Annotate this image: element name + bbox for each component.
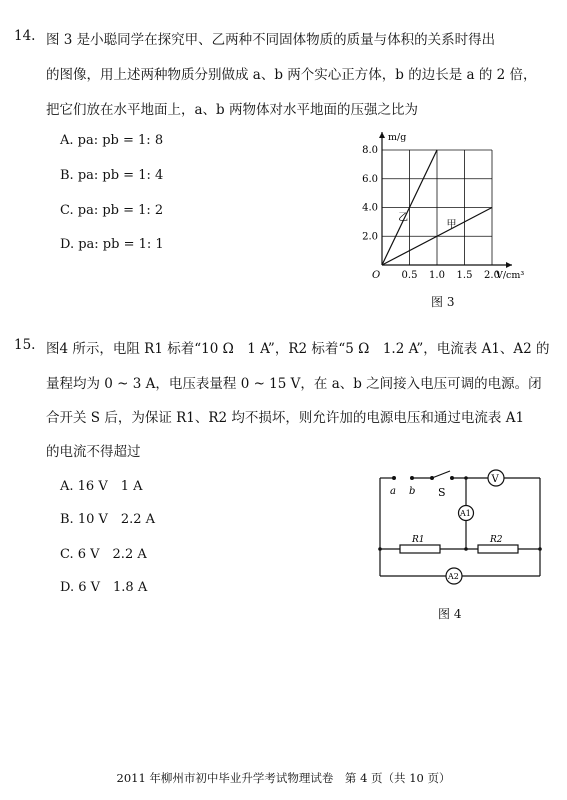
y-tick-label-1: 4.0 [362, 202, 378, 214]
terminal-b-label: b [409, 486, 416, 497]
q14-option-a[interactable]: A. pa: pb = 1: 8 [60, 133, 164, 148]
figure-3-caption: 图 3 [431, 295, 455, 309]
q15-option-b[interactable]: B. 10 V 2.2 A [60, 512, 156, 527]
series-label-0: 乙 [398, 212, 409, 224]
circuit-diagram [370, 462, 550, 587]
resistor-r1-label: R1 [412, 535, 425, 545]
figure-4-caption: 图 4 [438, 607, 462, 621]
question-15-line-2: 量程均为 0 ~ 3 A，电压表量程 0 ~ 15 V，在 a、b 之间接入电压可调的电源。闭 [46, 376, 542, 392]
question-14-line-1: 图 3 是小聪同学在探究甲、乙两种不同固体物质的质量与体积的关系时得出 [46, 32, 496, 48]
x-tick-label-0: 0.5 [401, 270, 418, 281]
resistor-r2-label: R2 [490, 535, 503, 545]
question-15-line-3: 合开关 S 后，为保证 R1、R2 均不损坏，则允许加的电源电压和通过电流表 A1 [46, 410, 525, 426]
ammeter-a2-label: A2 [448, 572, 459, 581]
y-tick-label-2: 6.0 [362, 173, 378, 185]
origin-label: O [372, 270, 381, 281]
question-14-line-3: 把它们放在水平地面上，a、b 两物体对水平地面的压强之比为 [46, 102, 418, 118]
series-label-1: 甲 [446, 219, 457, 231]
x-tick-label-3: 2.0 [484, 270, 500, 281]
x-tick-label-2: 1.5 [456, 270, 473, 281]
question-15-line-1: 图4 所示，电阻 R1 标着“10 Ω 1 A”，R2 标着“5 Ω 1.2 A”，电流表 A1、A2 的 [46, 341, 550, 357]
question-15-number: 15. [14, 337, 36, 353]
page-footer: 2011 年柳州市初中毕业升学考试物理试卷 第 4 页（共 10 页） [116, 771, 451, 785]
switch-label: S [438, 486, 446, 499]
q15-option-c[interactable]: C. 6 V 2.2 A [60, 547, 147, 562]
voltmeter-label: V [491, 474, 499, 485]
y-axis-label: m/g [388, 132, 407, 143]
y-tick-label-3: 8.0 [362, 145, 378, 156]
x-axis-arrow [506, 262, 512, 268]
y-tick-label-0: 2.0 [362, 231, 378, 243]
q15-option-d[interactable]: D. 6 V 1.8 A [60, 580, 148, 595]
x-tick-label-1: 1.0 [429, 270, 445, 281]
question-15-line-4: 的电流不得超过 [46, 444, 141, 460]
q14-option-c[interactable]: C. pa: pb = 1: 2 [60, 203, 164, 218]
question-14-number: 14. [14, 28, 36, 44]
mass-volume-chart [360, 125, 560, 285]
q14-option-b[interactable]: B. pa: pb = 1: 4 [60, 168, 164, 183]
y-axis-arrow [379, 132, 385, 138]
terminal-a-label: a [390, 486, 396, 497]
question-14-line-2: 的图像，用上述两种物质分别做成 a、b 两个实心正方体，b 的边长是 a 的 2 倍， [46, 67, 537, 83]
x-axis-label: V/cm³ [496, 270, 525, 281]
ammeter-a1-label: A1 [460, 509, 471, 518]
q15-option-a[interactable]: A. 16 V 1 A [60, 479, 143, 494]
q14-option-d[interactable]: D. pa: pb = 1: 1 [60, 237, 164, 252]
